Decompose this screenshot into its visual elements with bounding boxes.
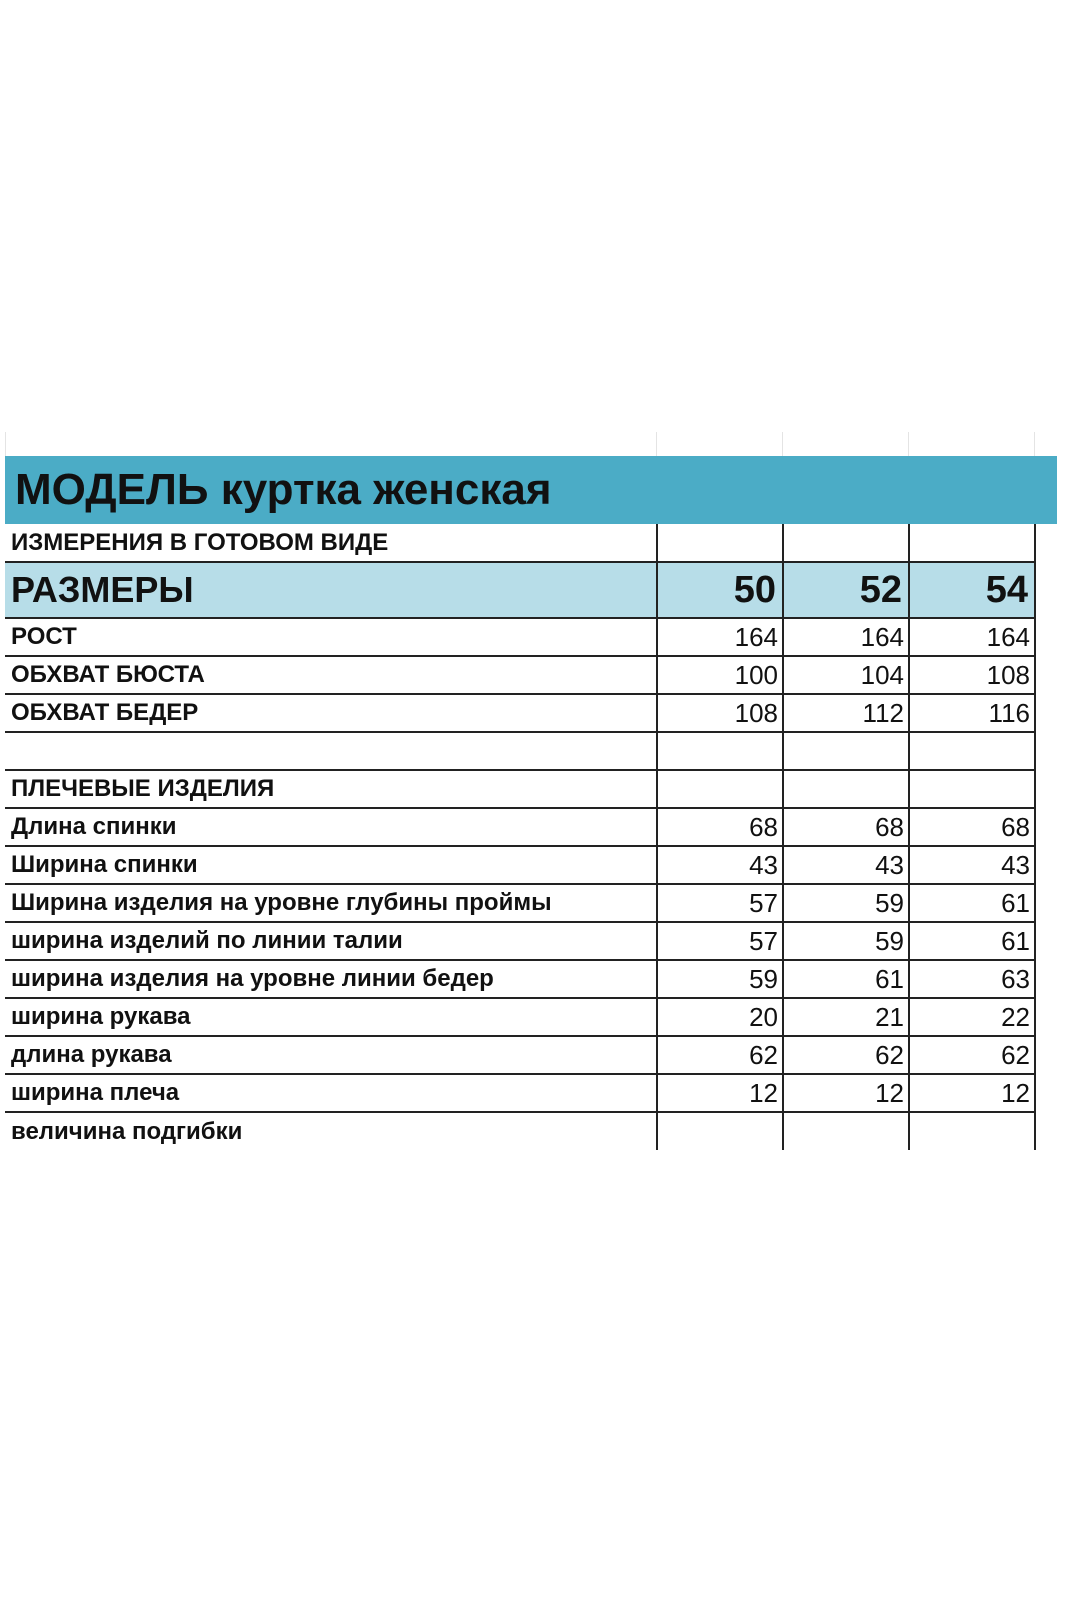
measurement-value: 61 bbox=[909, 922, 1035, 960]
model-title-rest: куртка женская bbox=[220, 465, 552, 514]
table-row bbox=[5, 922, 1035, 960]
measurement-value: 43 bbox=[657, 846, 783, 884]
measurement-value: 43 bbox=[783, 846, 909, 884]
measurement-label: ПЛЕЧЕВЫЕ ИЗДЕЛИЯ bbox=[5, 770, 657, 808]
measurement-label: длина рукава bbox=[5, 1036, 657, 1074]
measurement-value: 21 bbox=[783, 998, 909, 1036]
measurement-value: 12 bbox=[909, 1074, 1035, 1112]
sizes-row bbox=[5, 562, 1035, 618]
ghost-gridline bbox=[5, 432, 6, 456]
table-row bbox=[5, 998, 1035, 1036]
ghost-gridline bbox=[908, 432, 909, 456]
size-chart-sheet bbox=[5, 432, 1057, 1168]
measurement-value bbox=[783, 1112, 909, 1150]
measurement-label: ОБХВАТ БЕДЕР bbox=[5, 694, 657, 732]
measurement-value: 68 bbox=[783, 808, 909, 846]
measurement-value: 164 bbox=[657, 618, 783, 656]
measurement-value: 59 bbox=[783, 884, 909, 922]
measurement-value: 61 bbox=[783, 960, 909, 998]
measurement-value: 12 bbox=[657, 1074, 783, 1112]
measurement-value bbox=[909, 1112, 1035, 1150]
sizes-label: РАЗМЕРЫ bbox=[5, 562, 657, 618]
size-value: 50 bbox=[657, 562, 783, 618]
table-row bbox=[5, 1074, 1035, 1112]
title-bar bbox=[5, 456, 1057, 524]
measurement-value: 62 bbox=[909, 1036, 1035, 1074]
measurement-value: 63 bbox=[909, 960, 1035, 998]
measurement-label: ширина изделий по линии талии bbox=[5, 922, 657, 960]
measurement-label: ширина плеча bbox=[5, 1074, 657, 1112]
table-row bbox=[5, 1036, 1035, 1074]
empty-cell bbox=[657, 524, 783, 562]
measurement-value: 164 bbox=[909, 618, 1035, 656]
table-row bbox=[5, 808, 1035, 846]
measurement-value: 68 bbox=[657, 808, 783, 846]
empty-cell bbox=[909, 524, 1035, 562]
measurement-label: ширина изделия на уровне линии бедер bbox=[5, 960, 657, 998]
measurement-label: Ширина спинки bbox=[5, 846, 657, 884]
ghost-gridline bbox=[1034, 432, 1035, 456]
ghost-gridline bbox=[656, 432, 657, 456]
table-row bbox=[5, 846, 1035, 884]
measurement-value: 59 bbox=[783, 922, 909, 960]
measurement-value: 57 bbox=[657, 884, 783, 922]
measurement-value: 112 bbox=[783, 694, 909, 732]
measurement-value bbox=[657, 732, 783, 770]
model-title-strong: МОДЕЛЬ bbox=[15, 465, 209, 514]
measurement-value bbox=[909, 770, 1035, 808]
table-row bbox=[5, 884, 1035, 922]
measurement-value bbox=[783, 732, 909, 770]
measurement-value bbox=[783, 770, 909, 808]
ghost-gridline bbox=[782, 432, 783, 456]
size-value: 54 bbox=[909, 562, 1035, 618]
measurement-value: 43 bbox=[909, 846, 1035, 884]
table-row bbox=[5, 618, 1035, 656]
measurement-label: величина подгибки bbox=[5, 1112, 657, 1150]
measurement-value: 100 bbox=[657, 656, 783, 694]
subtitle-row bbox=[5, 524, 1035, 562]
measurement-label: РОСТ bbox=[5, 618, 657, 656]
ghost-header-row bbox=[5, 432, 1057, 456]
model-title bbox=[15, 464, 552, 516]
measurement-value: 57 bbox=[657, 922, 783, 960]
table-row bbox=[5, 732, 1035, 770]
table-row bbox=[5, 656, 1035, 694]
size-value: 52 bbox=[783, 562, 909, 618]
measurement-value: 20 bbox=[657, 998, 783, 1036]
measurement-value: 164 bbox=[783, 618, 909, 656]
measurement-value bbox=[909, 732, 1035, 770]
measurement-label: ОБХВАТ БЮСТА bbox=[5, 656, 657, 694]
measurement-value bbox=[657, 1112, 783, 1150]
measurement-value: 104 bbox=[783, 656, 909, 694]
measurement-table bbox=[5, 524, 1036, 1150]
measurement-value: 108 bbox=[909, 656, 1035, 694]
measurement-value: 59 bbox=[657, 960, 783, 998]
measurement-value: 62 bbox=[783, 1036, 909, 1074]
measurement-label: Ширина изделия на уровне глубины проймы bbox=[5, 884, 657, 922]
measurement-value: 68 bbox=[909, 808, 1035, 846]
table-row bbox=[5, 694, 1035, 732]
measurement-value: 61 bbox=[909, 884, 1035, 922]
measurement-label bbox=[5, 732, 657, 770]
measurement-label: ширина рукава bbox=[5, 998, 657, 1036]
measurement-value: 22 bbox=[909, 998, 1035, 1036]
subtitle-cell: ИЗМЕРЕНИЯ В ГОТОВОМ ВИДЕ bbox=[5, 524, 657, 562]
measurement-value: 116 bbox=[909, 694, 1035, 732]
measurement-label: Длина спинки bbox=[5, 808, 657, 846]
empty-cell bbox=[783, 524, 909, 562]
measurement-value: 62 bbox=[657, 1036, 783, 1074]
measurement-value bbox=[657, 770, 783, 808]
measurement-value: 12 bbox=[783, 1074, 909, 1112]
table-row bbox=[5, 1112, 1035, 1150]
measurement-value: 108 bbox=[657, 694, 783, 732]
table-row bbox=[5, 770, 1035, 808]
table-row bbox=[5, 960, 1035, 998]
